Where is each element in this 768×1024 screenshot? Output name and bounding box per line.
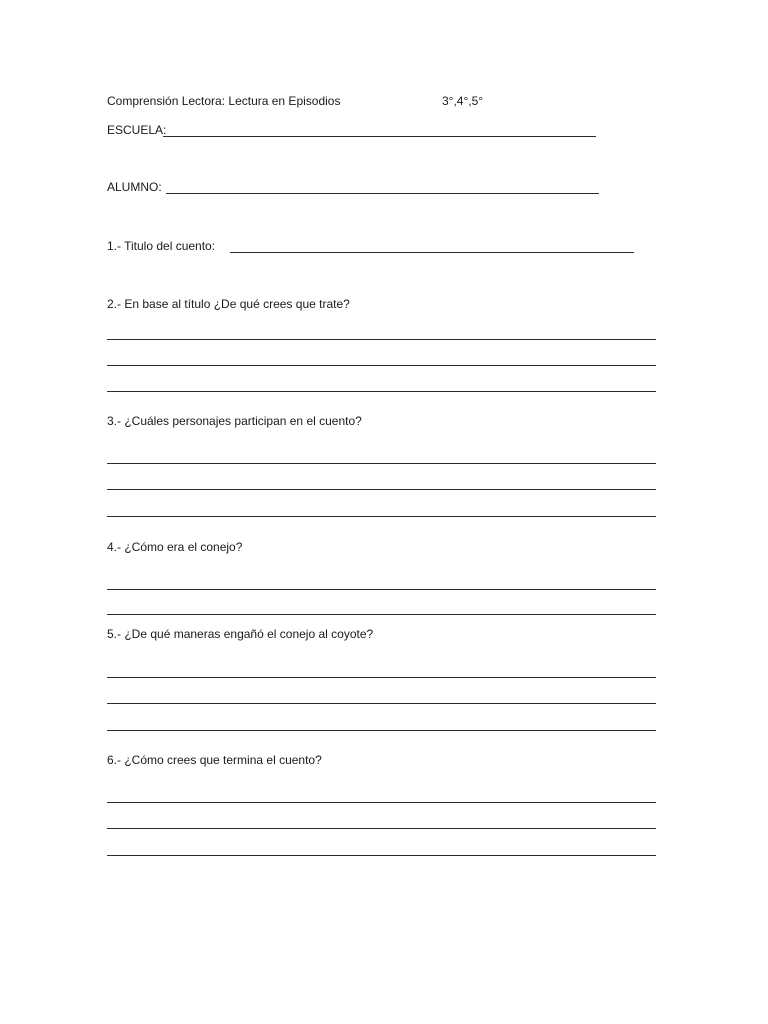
worksheet-title: Comprensión Lectora: Lectura en Episodios <box>107 94 341 108</box>
question-6-answer-line[interactable] <box>107 828 656 829</box>
question-3-answer-line[interactable] <box>107 489 656 490</box>
question-3-answer-line[interactable] <box>107 463 656 464</box>
question-2-label: 2.- En base al título ¿De qué crees que trate? <box>107 297 350 311</box>
question-1-label: 1.- Titulo del cuento: <box>107 239 216 253</box>
question-2-answer-line[interactable] <box>107 365 656 366</box>
question-1-title-line[interactable] <box>230 252 634 253</box>
question-2-answer-line[interactable] <box>107 339 656 340</box>
question-6-label: 6.- ¿Cómo crees que termina el cuento? <box>107 753 322 767</box>
question-6-answer-line[interactable] <box>107 855 656 856</box>
school-field-line[interactable] <box>163 136 596 137</box>
student-label: ALUMNO: <box>107 180 162 194</box>
question-6-answer-line[interactable] <box>107 802 656 803</box>
question-5-answer-line[interactable] <box>107 703 656 704</box>
school-label: ESCUELA: <box>107 123 167 137</box>
question-3-label: 3.- ¿Cuáles personajes participan en el cuento? <box>107 414 362 428</box>
question-5-answer-line[interactable] <box>107 730 656 731</box>
question-4-label: 4.- ¿Cómo era el conejo? <box>107 540 243 554</box>
question-4-answer-line[interactable] <box>107 589 656 590</box>
grade-levels: 3°,4°,5° <box>442 94 484 108</box>
question-3-answer-line[interactable] <box>107 516 656 517</box>
student-field-line[interactable] <box>166 193 599 194</box>
question-5-answer-line[interactable] <box>107 677 656 678</box>
question-5-label: 5.- ¿De qué maneras engañó el conejo al coyote? <box>107 627 374 641</box>
question-4-answer-line[interactable] <box>107 614 656 615</box>
question-2-answer-line[interactable] <box>107 391 656 392</box>
